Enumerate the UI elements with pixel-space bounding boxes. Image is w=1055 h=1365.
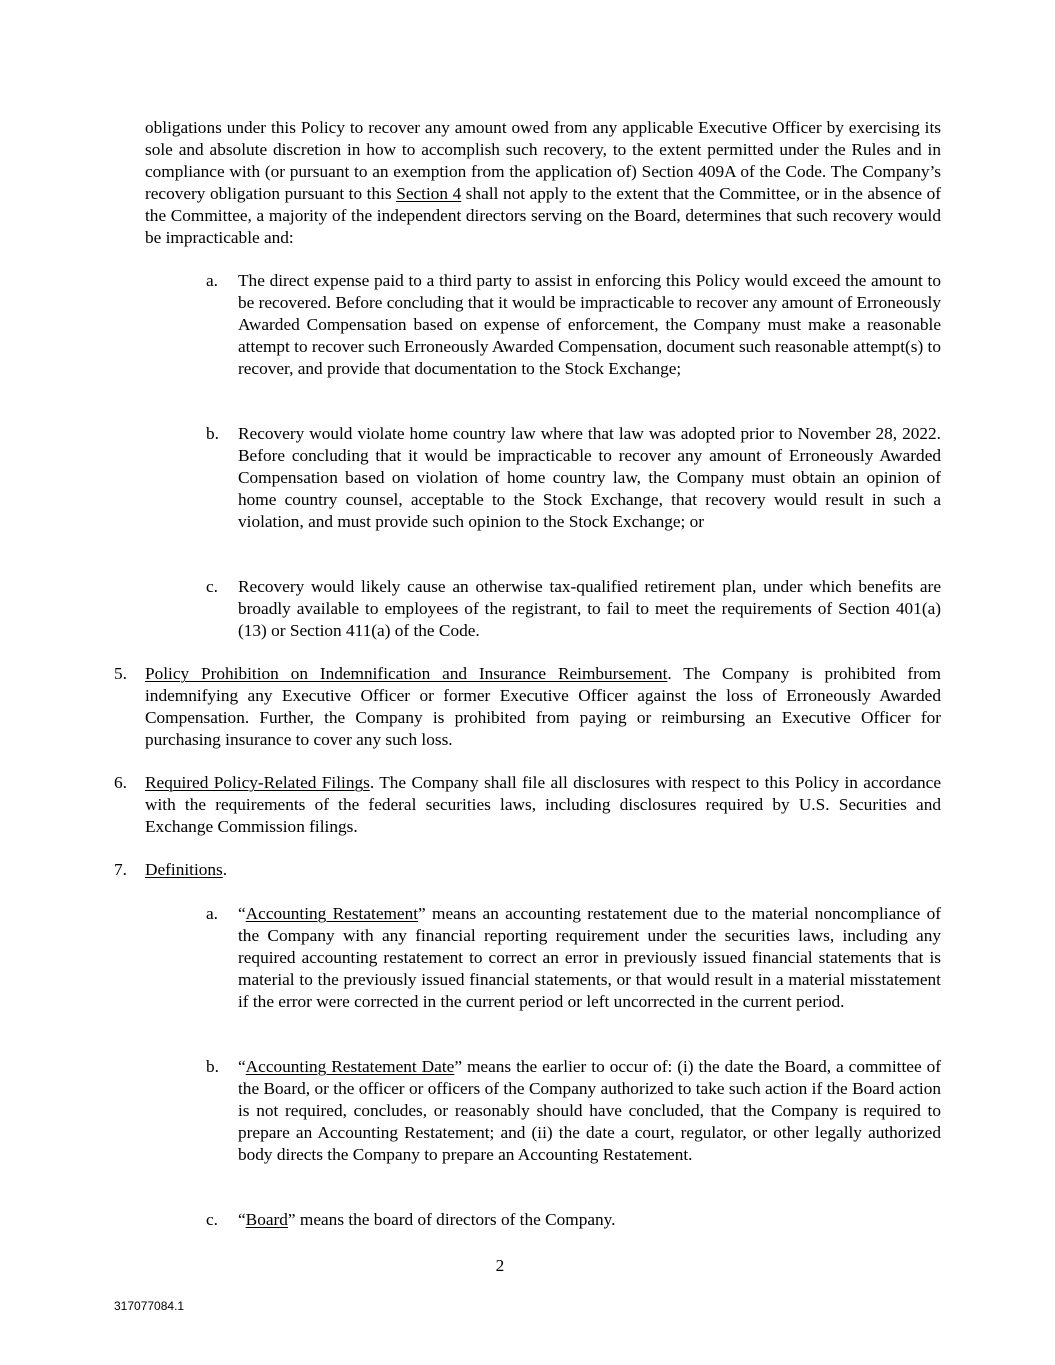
page-number: 2: [495, 1256, 505, 1275]
intro-text-continued: shall not apply to the extent that the Committee, or in the absence of the Committee, a majority of the independent directors serving on the Board, determines that such recovery would be impracticable and:: [145, 183, 942, 247]
open-quote: “: [238, 1057, 246, 1076]
section-text: . The Company shall file all disclosures with respect to this Policy in accordance with the requirements of the federal securities laws, including disclosures required by U.S. Securities and Exchange Commission filings.: [145, 773, 941, 836]
definition-term: Board: [245, 1210, 288, 1229]
open-quote: “: [238, 1210, 246, 1229]
item-label: c.: [206, 577, 218, 596]
intro-paragraph: [145, 117, 941, 248]
section-text: .: [222, 860, 228, 879]
intro-text: obligations under this Policy to recover any amount owed from any applicable Executive Officer by exercising its sole and absolute discretion in how to accomplish such recovery, to the extent permitted under the Rules and in compliance with (or pursuant to an exemption from the application of) Section 409A of the Code. The Company’s recovery obligation pursuant to this: [145, 118, 941, 203]
item-text: Recovery would likely cause an otherwise tax-qualified retirement plan, under which benefits are broadly available to employees of the registrant, to fail to meet the requirements of Section 401(a)(13) or Section 411(a) of the Code.: [238, 577, 941, 640]
definition-label: a.: [206, 904, 218, 923]
definition-text: ” means the board of directors of the Company.: [287, 1210, 616, 1229]
section-text: . The Company is prohibited from indemnifying any Executive Officer or former Executive Officer against the loss of Erroneously Awarded Compensation. Further, the Company is prohibited from paying or reimbursing an Executive Officer for purchasing insurance to cover any such loss.: [145, 664, 941, 749]
section-number: 6.: [114, 773, 127, 792]
section-heading: Definitions: [145, 860, 223, 879]
item-label: b.: [206, 424, 219, 443]
definition-text: ” means an accounting restatement due to the material noncompliance of the Company with any financial reporting requirement under the securities laws, including any required accounting restatement to correct an error in previously issued financial statements that is material to the previously issued financial statements, or that would result in a material misstatement if the error were corrected in the current period or left uncorrected in the current period.: [238, 904, 941, 1011]
open-quote: “: [238, 904, 246, 923]
section-heading: Policy Prohibition on Indemnification and Insurance Reimbursement: [145, 664, 668, 683]
definition-term: Accounting Restatement: [245, 904, 419, 923]
definition-text: ” means the earlier to occur of: (i) the date the Board, a committee of the Board, or the officer or officers of the Company authorized to take such action if the Board action is not required, concludes, or reasonably should have concluded, that the Company is required to prepare an Accounting Restatement; and (ii) the date a court, regulator, or other legally authorized body directs the Company to prepare an Accounting Restatement.: [238, 1057, 941, 1164]
definition-label: b.: [206, 1057, 219, 1076]
section-4-reference: Section 4: [396, 183, 462, 203]
item-text: Recovery would violate home country law where that law was adopted prior to November 28, 2022. Before concluding that it would be impracticable to recover any amount of Erroneously Awarded Compensation based on violation of home country law, the Company must obtain an opinion of home country counsel, acceptable to the Stock Exchange, that recovery would result in such a violation, and must provide such opinion to the Stock Exchange; or: [238, 424, 941, 531]
section-number: 5.: [114, 664, 127, 683]
definition-term: Accounting Restatement Date: [245, 1057, 455, 1076]
item-label: a.: [206, 271, 218, 290]
document-id: 317077084.1: [114, 1299, 185, 1313]
section-number: 7.: [114, 860, 127, 879]
section-heading: Required Policy-Related Filings: [145, 773, 370, 792]
item-text: The direct expense paid to a third party to assist in enforcing this Policy would exceed the amount to be recovered. Before concluding that it would be impracticable to recover any amount of Erroneously Awarded Compensation based on expense of enforcement, the Company must make a reasonable attempt to recover such Erroneously Awarded Compensation, document such reasonable attempt(s) to recover, and provide that documentation to the Stock Exchange;: [238, 271, 941, 378]
definition-label: c.: [206, 1210, 218, 1229]
